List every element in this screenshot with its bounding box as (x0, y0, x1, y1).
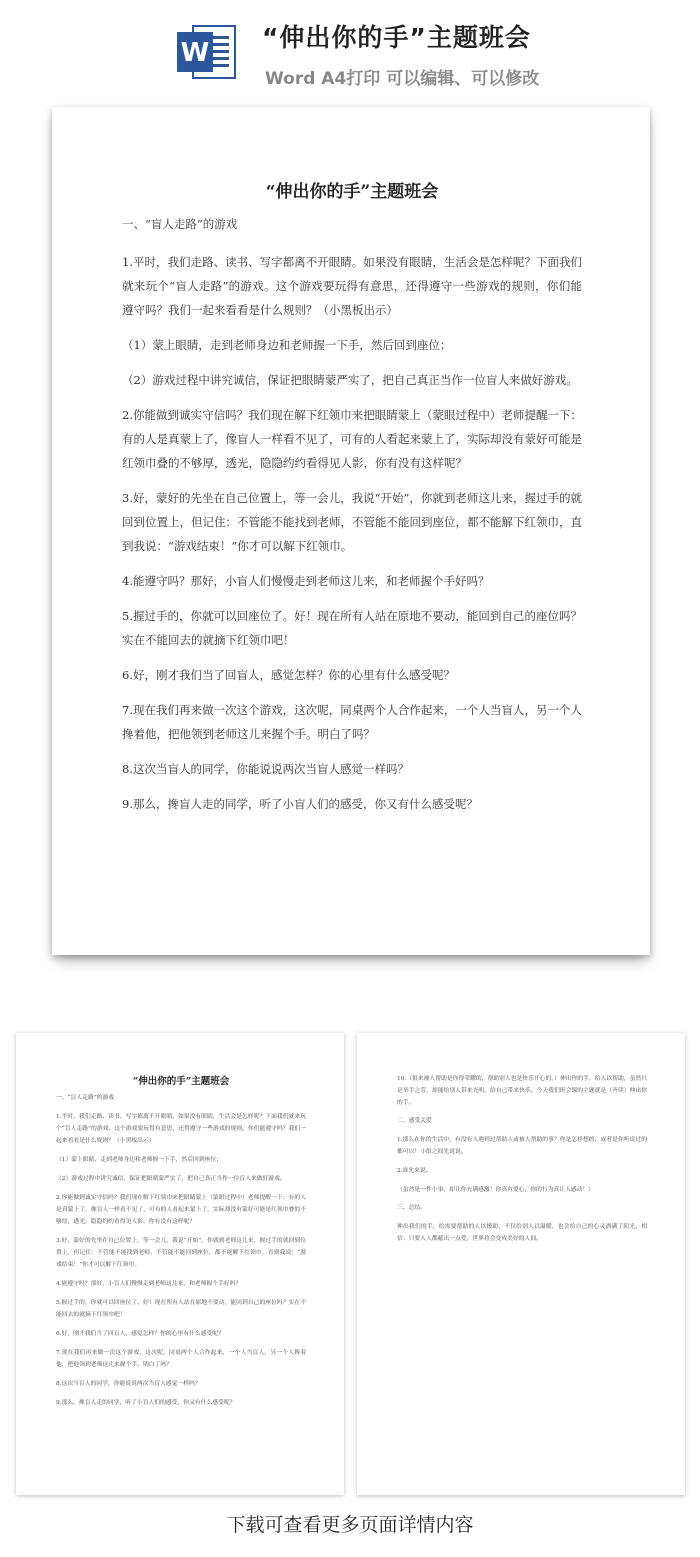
paragraph: （1）蒙上眼睛，走到老师身边和老师握一下手，然后回到座位； (122, 338, 452, 352)
thumbnail-paragraph: 1.那么在你的生活中，有没有人遇到过帮助人或被人帮助的事？你是怎样想的，或者是你听说过的都可以！小组之间先说说。 (397, 1137, 647, 1155)
thumbnail-paragraph: 2.你能做到诚实守信吗？我们现在解下红领巾来把眼睛蒙上（蒙眼过程中）老师提醒一下：有的人是真蒙上了，像盲人一样看不见了，可有的人看起来蒙上了，实际却没有蒙好可能是红领巾叠的不够厚，透光，隐隐约约看得见人影，你有没有这样呢？ (56, 1195, 306, 1225)
svg-text:W: W (180, 38, 210, 68)
thumbnail-paragraph: 5.握过手的，你就可以回座位了。好！现在所有人站在原地不要动，能回到自己的座位吗？实在不能回去的就摘下红领巾吧！ (56, 1300, 306, 1318)
thumbnail-paragraph: 1.平时，我们走路、读书、写字都离不开眼睛。如果没有眼睛，生活会是怎样呢？下面我们就来玩个“盲人走路”的游戏。这个游戏要玩得有意思，还得遵守一些游戏的规则，你们能遵守吗？我们一起来看看是什么规则？（小黑板出示） (56, 1114, 306, 1144)
page-thumbnail-2[interactable] (357, 1033, 685, 1495)
thumbnail-paragraph: 10.（很来被人帮助是你得荣耀的，帮助别人也是快乐开心的。）伸出你的手，给人以帮助，虽然只是举手之劳，却能给别人带来光明，给自己带来快乐。今天我们班会课的主题就是（齐读）伸出你的手。 (397, 1076, 647, 1106)
thumbnail-paragraph: 7.现在我们再来做一次这个游戏，这次呢，同桌两个人合作起来，一个人当盲人，另一个人搀着他，把他领到老师这儿来握个手。明白了吗？ (56, 1350, 306, 1368)
paragraph: 8.这次当盲人的同学，你能说说两次当盲人感觉一样吗？ (122, 762, 409, 776)
page-thumbnail-1[interactable] (16, 1033, 344, 1495)
document-body (122, 177, 582, 827)
header-banner (0, 0, 700, 100)
thumbnail-paragraph: 8.这次当盲人的同学，你能说说两次当盲人感觉一样吗？ (56, 1381, 201, 1387)
paragraph: 2.你能做到诚实守信吗？我们现在解下红领巾来把眼睛蒙上（蒙眼过程中）老师提醒一下：有的人是真蒙上了，像盲人一样看不见了，可有的人看起来蒙上了，实际却没有蒙好可能是红领巾叠的不够厚，透光，隐隐约约看得见人影，你有没有这样呢？ (122, 408, 582, 470)
document-title: “伸出你的手”主题班会 (265, 182, 439, 202)
thumbnail-title: “伸出你的手”主题班会 (132, 1076, 230, 1087)
thumbnail-document (56, 1073, 306, 1416)
thumbnail-document (397, 1073, 647, 1252)
paragraph: （2）游戏过程中讲究诚信，保证把眼睛蒙严实了，把自己真正当作一位盲人来做好游戏。 (122, 373, 578, 387)
thumbnail-section: 三、总结。 (397, 1205, 426, 1211)
thumbnail-paragraph: 4.能遵守吗？那好，小盲人们慢慢走到老师这儿来，和老师握个手好吗？ (56, 1281, 242, 1287)
paragraph: 4.能遵守吗？那好，小盲人们慢慢走到老师这儿来，和老师握个手好吗？ (122, 574, 490, 588)
paragraph: 6.好，刚才我们当了回盲人，感觉怎样？你的心里有什么感受呢？ (122, 668, 455, 682)
thumbnail-section: 二、感受关爱 (397, 1118, 432, 1124)
thumbnail-paragraph: （虽然是一件小事，却让你充满感激！你真有爱心，你的行为真让人感动！） (397, 1187, 595, 1193)
thumbnail-paragraph: （1）蒙上眼睛，走到老师身边和老师握一下手，然后回到座位； (56, 1157, 223, 1163)
paragraph: 7.现在我们再来做一次这个游戏，这次呢，同桌两个人合作起来，一个人当盲人，另一个人搀着他，把他领到老师这儿来握个手。明白了吗？ (122, 703, 582, 741)
word-document-icon (175, 20, 239, 84)
main-page-preview (52, 107, 650, 955)
thumbnail-section: 一、“盲人走路”的游戏 (56, 1095, 115, 1101)
thumbnail-paragraph: 伸出我们的手，给需要帮助的人以援助，不仅给别人以温暖，也会给自己的心灵洒满了阳光。相信：只要人人都献出一点爱，世界将会变成美好的人间。 (397, 1224, 647, 1242)
paragraph: 9.那么，搀盲人走的同学，听了小盲人们的感受，你又有什么感受呢？ (122, 797, 478, 811)
thumbnail-paragraph: （2）游戏过程中讲究诚信，保证把眼睛蒙严实了，把自己真正当作一位盲人来做好游戏。 (56, 1176, 286, 1182)
thumbnail-paragraph: 9.那么，搀盲人走的同学，听了小盲人们的感受，你又有什么感受呢？ (56, 1400, 236, 1406)
thumbnail-paragraph: 6.好，刚才我们当了回盲人，感觉怎样？你的心里有什么感受呢？ (56, 1331, 224, 1337)
paragraph: 3.好，蒙好的先坐在自己位置上，等一会儿，我说“开始”，你就到老师这儿来，握过手的就回到位置上，但记住：不管能不能找到老师，不管能不能回到座位，都不能解下红领巾，直到我说：“游戏结束！”你才可以解下红领巾。 (122, 491, 582, 553)
download-more-link[interactable]: 下载可查看更多页面详情内容 (226, 1514, 474, 1536)
paragraph: 1.平时，我们走路、读书、写字都离不开眼睛。如果没有眼睛，生活会是怎样呢？下面我们就来玩个“盲人走路”的游戏。这个游戏要玩得有意思，还得遵守一些游戏的规则，你们能遵守吗？我们一起来看看是什么规则？（小黑板出示） (122, 255, 582, 317)
banner-title: “伸出你的手”主题班会 (262, 23, 531, 52)
section-heading: 一、“盲人走路”的游戏 (122, 217, 238, 231)
thumbnail-paragraph: 2.谁先来说。 (397, 1168, 432, 1174)
thumbnail-paragraph: 3.好，蒙好的先坐在自己位置上，等一会儿，我说“开始”，你就到老师这儿来，握过手的就回到位置上，但记住：不管能不能找到老师，不管能不能回到座位，都不能解下红领巾，直到我说：“游戏结束！”你才可以解下红领巾。 (56, 1238, 306, 1268)
paragraph: 5.握过手的，你就可以回座位了。好！现在所有人站在原地不要动，能回到自己的座位吗？实在不能回去的就摘下红领巾吧！ (122, 609, 582, 647)
banner-subtitle: Word A4打印 可以编辑、可以修改 (265, 69, 540, 89)
